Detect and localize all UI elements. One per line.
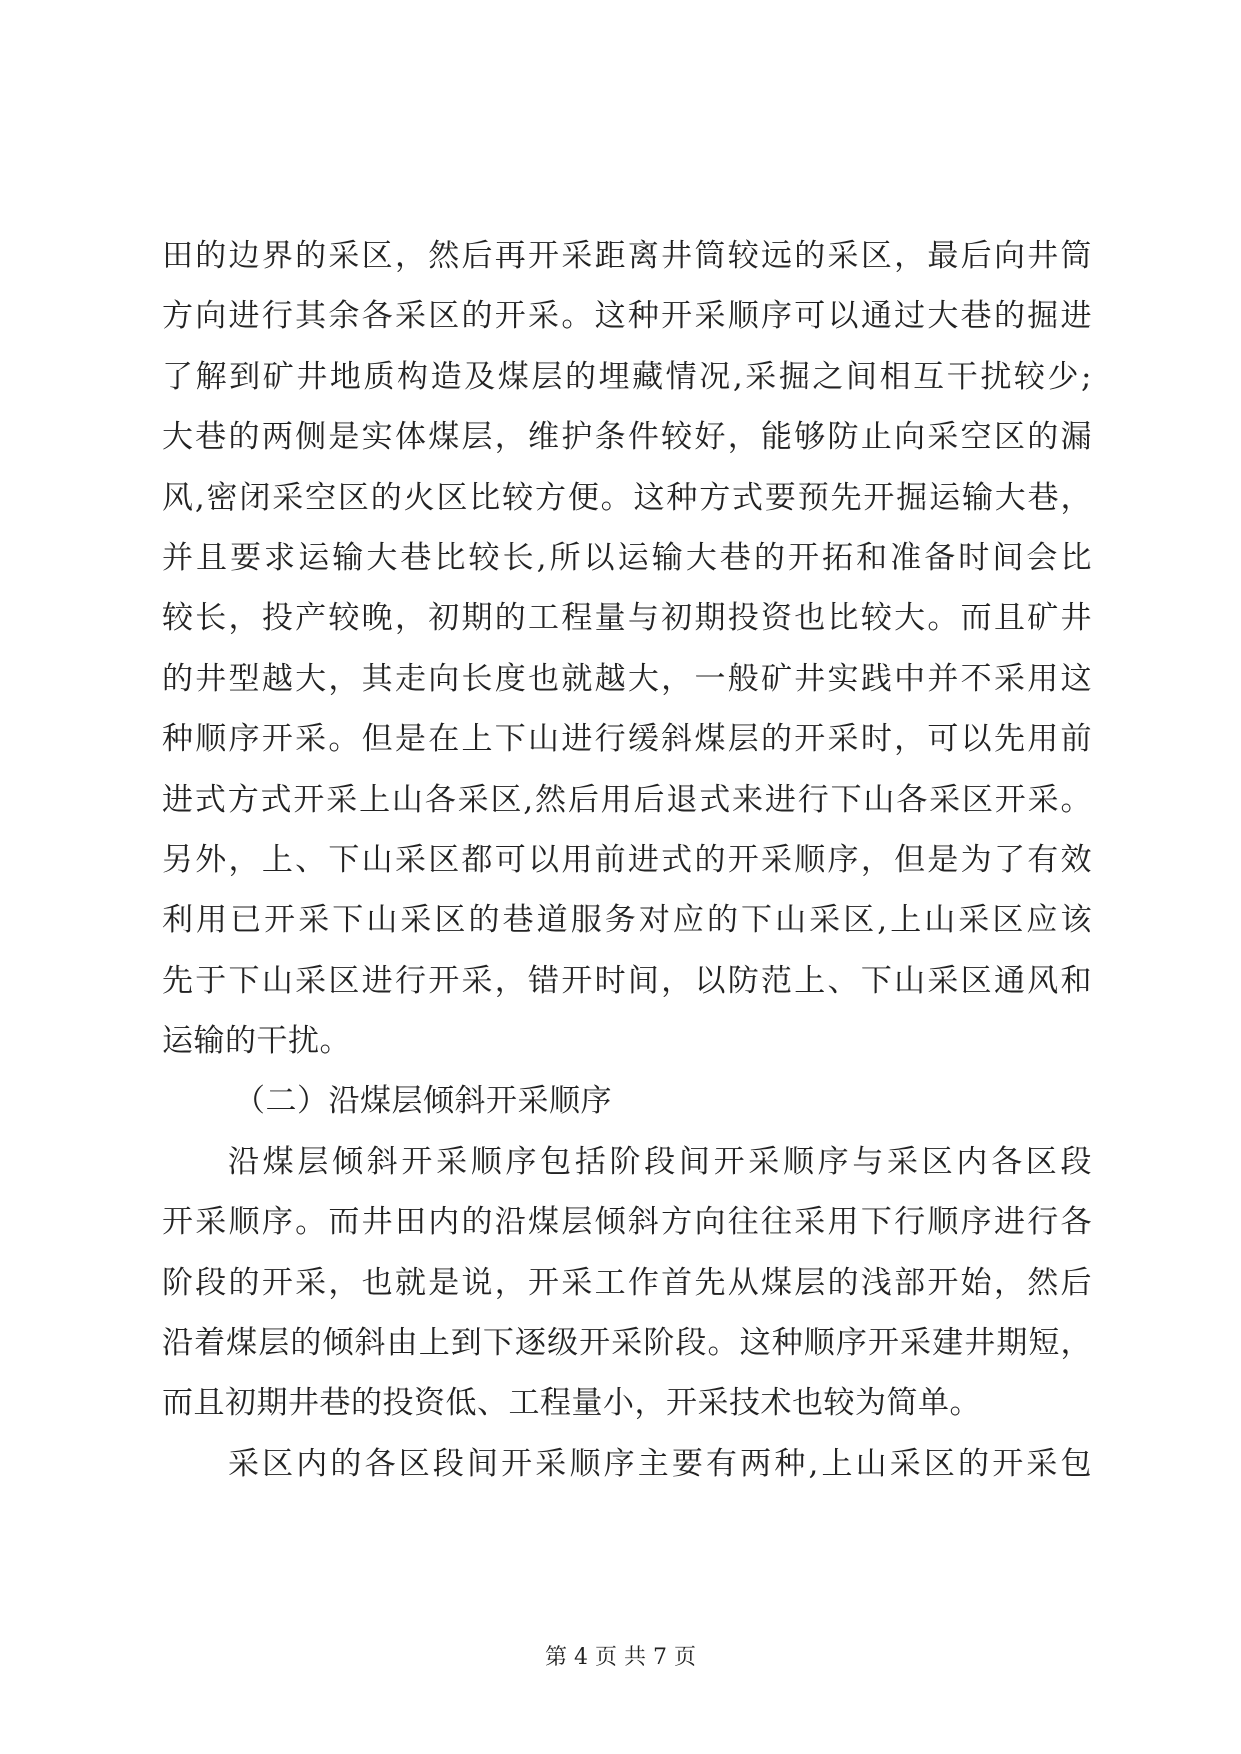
text-line: 运输的干扰。 [162,1023,351,1060]
paragraph-1 [162,226,1092,1071]
text-line: 的井型越大，其走向长度也就越大，一般矿井实践中并不采用这 [162,660,1092,697]
text-line: 而且初期井巷的投资低、工程量小，开采技术也较为简单。 [162,1385,981,1422]
page-number-footer: 第 4 页 共 7 页 [545,1645,696,1670]
body-text [162,226,1092,1494]
paragraph-2 [162,1132,1092,1434]
text-line: 另外，上、下山采区都可以用前进式的开采顺序，但是为了有效 [162,841,1092,878]
text-line: 并且要求运输大巷比较长,所以运输大巷的开拓和准备时间会比 [162,539,1092,576]
text-line: 方向进行其余各采区的开采。这种开采顺序可以通过大巷的掘进 [162,298,1092,335]
text-line: 进式方式开采上山各采区,然后用后退式来进行下山各采区开采。 [162,781,1092,818]
text-line: 沿着煤层的倾斜由上到下逐级开采阶段。这种顺序开采建井期短， [162,1325,1092,1362]
text-line: 较长，投产较晚，初期的工程量与初期投资也比较大。而且矿井 [162,600,1092,637]
text-line: 先于下山采区进行开采，错开时间，以防范上、下山采区通风和 [162,962,1092,999]
text-line: 阶段的开采，也就是说，开采工作首先从煤层的浅部开始，然后 [162,1264,1092,1301]
text-line: 田的边界的采区，然后再开采距离井筒较远的采区，最后向井筒 [162,238,1092,274]
text-line: 了解到矿井地质构造及煤层的埋藏情况,采掘之间相互干扰较少; [162,358,1092,395]
text-line: 沿煤层倾斜开采顺序包括阶段间开采顺序与采区内各区段 [228,1143,1092,1180]
section-heading: （二）沿煤层倾斜开采顺序 [234,1083,612,1120]
text-line: 开采顺序。而井田内的沿煤层倾斜方向往往采用下行顺序进行各 [162,1204,1092,1241]
text-line: 风,密闭采空区的火区比较方便。这种方式要预先开掘运输大巷， [162,479,1092,516]
text-line: 采区内的各区段间开采顺序主要有两种,上山采区的开采包 [228,1445,1092,1482]
text-line: 利用已开采下山采区的巷道服务对应的下山采区,上山采区应该 [162,902,1092,939]
text-line: 大巷的两侧是实体煤层，维护条件较好，能够防止向采空区的漏 [162,419,1092,456]
paragraph-3 [162,1434,1092,1494]
text-line: 种顺序开采。但是在上下山进行缓斜煤层的开采时，可以先用前 [162,721,1092,758]
